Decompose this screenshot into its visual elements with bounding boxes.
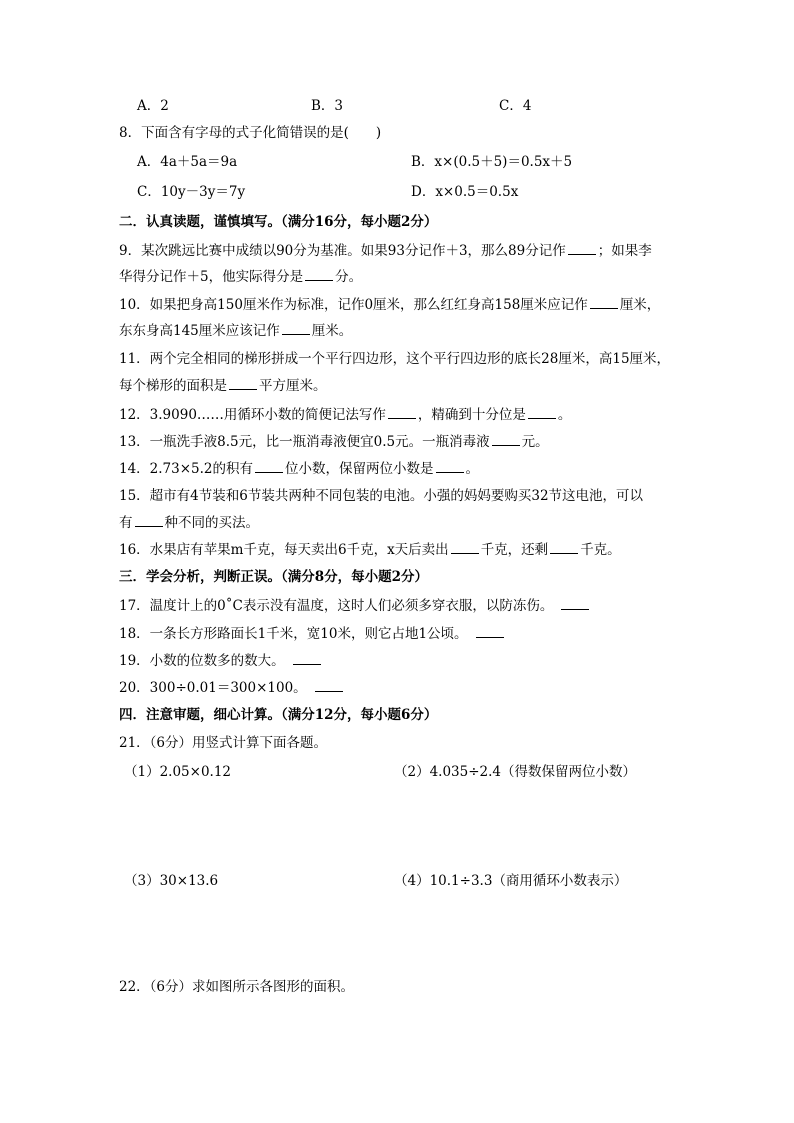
q15-line-1: 15．超市有4节装和6节装共两种不同包装的电池。小强的妈妈要购买32节这电池，可以 bbox=[119, 488, 644, 504]
q17-blank[interactable] bbox=[561, 597, 589, 610]
q14-blank-1[interactable] bbox=[255, 460, 283, 473]
q21-part-1: （1）2.05×0.12 bbox=[124, 764, 232, 780]
q11-text-b: 平方厘米。 bbox=[259, 378, 327, 394]
q16-text-a: 16．水果店有苹果m千克，每天卖出6千克，x天后卖出 bbox=[119, 542, 449, 558]
q7-option-b: B．3 bbox=[311, 98, 344, 114]
q10-blank-2[interactable] bbox=[282, 322, 310, 335]
q15-line-2 bbox=[119, 514, 259, 532]
q21-part-2: （2）4.035÷2.4（得数保留两位小数） bbox=[394, 764, 637, 780]
q13-line bbox=[119, 433, 549, 451]
q15-text-b: 种不同的买法。 bbox=[164, 515, 259, 531]
q7-option-c: C．4 bbox=[499, 98, 532, 114]
q16-line bbox=[119, 541, 621, 559]
section-3-title: 三．学会分析，判断正误。（满分8分，每小题2分） bbox=[119, 569, 429, 585]
q8-option-d: D．x×0.5＝0.5x bbox=[411, 184, 519, 200]
q20-text: 20．300÷0.01＝300×100。 bbox=[119, 680, 307, 696]
q10-line-1 bbox=[119, 296, 660, 314]
q12-blank-1[interactable] bbox=[388, 406, 416, 419]
q9-text-b: ；如果李 bbox=[597, 243, 652, 259]
q16-text-c: 千克。 bbox=[580, 542, 621, 558]
q10-text-d: 厘米。 bbox=[311, 323, 353, 339]
q9-blank-2[interactable] bbox=[305, 268, 333, 281]
q21-part-3: （3）30×13.6 bbox=[124, 873, 219, 889]
q12-line bbox=[119, 406, 571, 424]
q9-line-1 bbox=[119, 242, 652, 260]
q22-stem: 22．（6分）求如图所示各图形的面积。 bbox=[119, 979, 355, 995]
q9-line-2 bbox=[119, 268, 362, 286]
q8-option-c: C．10y－3y＝7y bbox=[137, 184, 246, 200]
q11-line-1: 11．两个完全相同的梯形拼成一个平行四边形，这个平行四边形的底长28厘米，高15厘米， bbox=[119, 351, 671, 367]
q15-text-a: 有 bbox=[119, 515, 133, 531]
q16-blank-1[interactable] bbox=[451, 541, 479, 554]
q20-line bbox=[119, 679, 345, 697]
q13-text-b: 元。 bbox=[521, 434, 549, 450]
q21-stem: 21．（6分）用竖式计算下面各题。 bbox=[119, 735, 328, 751]
q19-text: 19．小数的位数多的数大。 bbox=[119, 653, 285, 669]
q17-line bbox=[119, 597, 591, 615]
q14-line bbox=[119, 460, 479, 478]
q10-blank-1[interactable] bbox=[590, 296, 618, 309]
q19-line bbox=[119, 652, 323, 670]
q18-blank[interactable] bbox=[476, 625, 504, 638]
q16-text-b: 千克，还剩 bbox=[480, 542, 549, 558]
q14-text-c: 。 bbox=[465, 461, 480, 477]
q11-line-2 bbox=[119, 377, 327, 395]
q9-text-d: 分。 bbox=[335, 269, 363, 285]
q19-blank[interactable] bbox=[293, 652, 321, 665]
q11-text-a: 每个梯形的面积是 bbox=[119, 378, 227, 394]
q12-text-b: ，精确到十分位是 bbox=[417, 407, 526, 423]
q15-blank[interactable] bbox=[135, 514, 163, 527]
q14-text-a: 14．2.73×5.2的积有 bbox=[119, 461, 254, 477]
q16-blank-2[interactable] bbox=[550, 541, 578, 554]
q20-blank[interactable] bbox=[315, 679, 343, 692]
q14-blank-2[interactable] bbox=[436, 460, 464, 473]
q8-option-a: A．4a＋5a＝9a bbox=[137, 154, 238, 170]
q10-text-c: 东东身高145厘米应该记作 bbox=[119, 323, 280, 339]
q21-part-4: （4）10.1÷3.3（商用循环小数表示） bbox=[394, 873, 628, 889]
q11-blank[interactable] bbox=[229, 377, 257, 390]
q9-text-a: 9．某次跳远比赛中成绩以90分为基准。如果93分记作＋3，那么89分记作 bbox=[119, 243, 566, 259]
q10-text-a: 10．如果把身高150厘米作为标准，记作0厘米，那么红红身高158厘米应记作 bbox=[119, 297, 588, 313]
q13-text-a: 13．一瓶洗手液8.5元，比一瓶消毒液便宜0.5元。一瓶消毒液 bbox=[119, 434, 490, 450]
q9-blank-1[interactable] bbox=[568, 242, 596, 255]
q12-text-a: 12．3.9090……用循环小数的简便记法写作 bbox=[119, 407, 386, 423]
q8-stem: 8．下面含有字母的式子化简错误的是( ) bbox=[119, 125, 382, 141]
q17-text: 17．温度计上的0˚C表示没有温度，这时人们必须多穿衣服，以防冻伤。 bbox=[119, 598, 554, 614]
section-2-title: 二．认真读题，谨慎填写。（满分16分，每小题2分） bbox=[119, 214, 438, 230]
q18-text: 18．一条长方形路面长1千米，宽10米，则它占地1公顷。 bbox=[119, 626, 468, 642]
q13-blank[interactable] bbox=[492, 433, 520, 446]
q14-text-b: 位小数，保留两位小数是 bbox=[285, 461, 434, 477]
q10-line-2 bbox=[119, 322, 352, 340]
q12-blank-2[interactable] bbox=[528, 406, 556, 419]
q12-text-c: 。 bbox=[557, 407, 572, 423]
q10-text-b: 厘米， bbox=[619, 297, 661, 313]
q8-option-b: B．x×(0.5＋5)＝0.5x＋5 bbox=[411, 154, 573, 170]
q7-option-a: A．2 bbox=[137, 98, 169, 114]
section-4-title: 四．注意审题，细心计算。（满分12分，每小题6分） bbox=[119, 707, 438, 723]
q18-line bbox=[119, 625, 506, 643]
q9-text-c: 华得分记作＋5，他实际得分是 bbox=[119, 269, 304, 285]
